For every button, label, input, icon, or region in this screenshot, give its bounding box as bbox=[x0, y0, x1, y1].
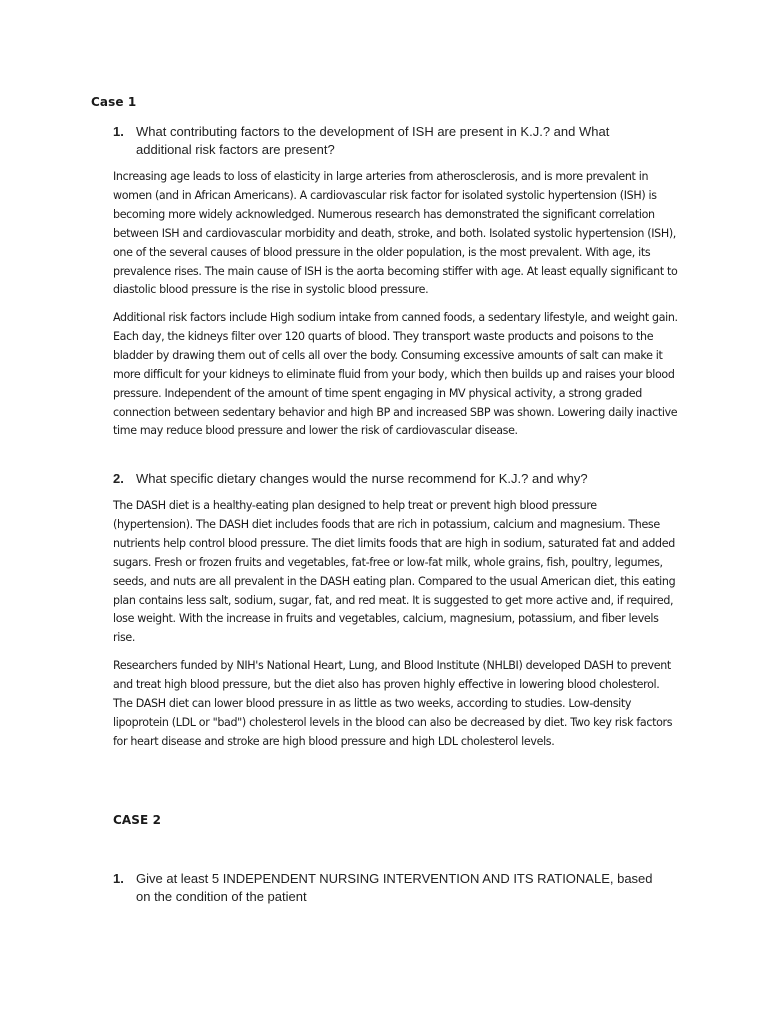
case2-heading: CASE 2 bbox=[113, 813, 162, 827]
question-number: 2. bbox=[113, 471, 124, 486]
case1-question-1 bbox=[113, 123, 653, 159]
question-text: What specific dietary changes would the nurse recommend for K.J.? and why? bbox=[136, 471, 588, 486]
case1-heading: Case 1 bbox=[91, 95, 137, 109]
case1-paragraph-1: Increasing age leads to loss of elasticity in large arteries from atherosclerosis, and is more prevalent in women (and in African Americans). A cardiovascular risk factor for isolated systolic hypertension (ISH) is becoming more widely acknowledged. Numerous research has demonstrated the significant correlation between ISH and cardiovascular morbidity and death, stroke, and both. Isolated systolic hypertension (ISH), one of the several causes of blood pressure in the older population, is the most prevalent. With age, its prevalence rises. The main cause of ISH is the aorta becoming stiffer with age. At least equally significant to diastolic blood pressure is the rise in systolic blood pressure. bbox=[113, 170, 678, 297]
case1-question-2 bbox=[113, 470, 653, 488]
question-text: What contributing factors to the development of ISH are present in K.J.? and What additional risk factors are present? bbox=[136, 124, 610, 157]
case1-paragraph-3: The DASH diet is a healthy-eating plan designed to help treat or prevent high blood pressure (hypertension). The DASH diet includes foods that are rich in potassium, calcium and magnesium. These nutrients help control blood pressure. The diet limits foods that are high in sodium, saturated fat and added sugars. Fresh or frozen fruits and vegetables, fat-free or low-fat milk, whole grains, fish, poultry, legumes, seeds, and nuts are all prevalent in the DASH eating plan. Compared to the usual American diet, this eating plan contains less salt, sodium, sugar, fat, and red meat. It is suggested to get more active and, if required, lose weight. With the increase in fruits and vegetables, calcium, magnesium, potassium, and fiber levels rise. bbox=[113, 499, 676, 645]
case1-paragraph-2: Additional risk factors include High sodium intake from canned foods, a sedentary lifestyle, and weight gain. Each day, the kidneys filter over 120 quarts of blood. They transport waste products and poisons to the bladder by drawing them out of cells all over the body. Consuming excessive amounts of salt can make it more difficult for your kidneys to eliminate fluid from your body, which then builds up and raises your blood pressure. Independent of the amount of time spent engaging in MV physical activity, a strong graded connection between sedentary behavior and high BP and increased SBP was shown. Lowering daily inactive time may reduce blood pressure and lower the risk of cardiovascular disease. bbox=[113, 311, 678, 438]
question-text: Give at least 5 INDEPENDENT NURSING INTERVENTION AND ITS RATIONALE, based on the condition of the patient bbox=[136, 871, 653, 904]
question-number: 1. bbox=[113, 871, 124, 886]
case2-question-1 bbox=[113, 870, 653, 906]
case1-paragraph-4: Researchers funded by NIH's National Heart, Lung, and Blood Institute (NHLBI) developed DASH to prevent and treat high blood pressure, but the diet also has proven highly effective in lowering blood cholesterol. The DASH diet can lower blood pressure in as little as two weeks, according to studies. Low-density lipoprotein (LDL or "bad") cholesterol levels in the blood can also be decreased by diet. Two key risk factors for heart disease and stroke are high blood pressure and high LDL cholesterol levels. bbox=[113, 659, 673, 748]
question-number: 1. bbox=[113, 124, 124, 139]
